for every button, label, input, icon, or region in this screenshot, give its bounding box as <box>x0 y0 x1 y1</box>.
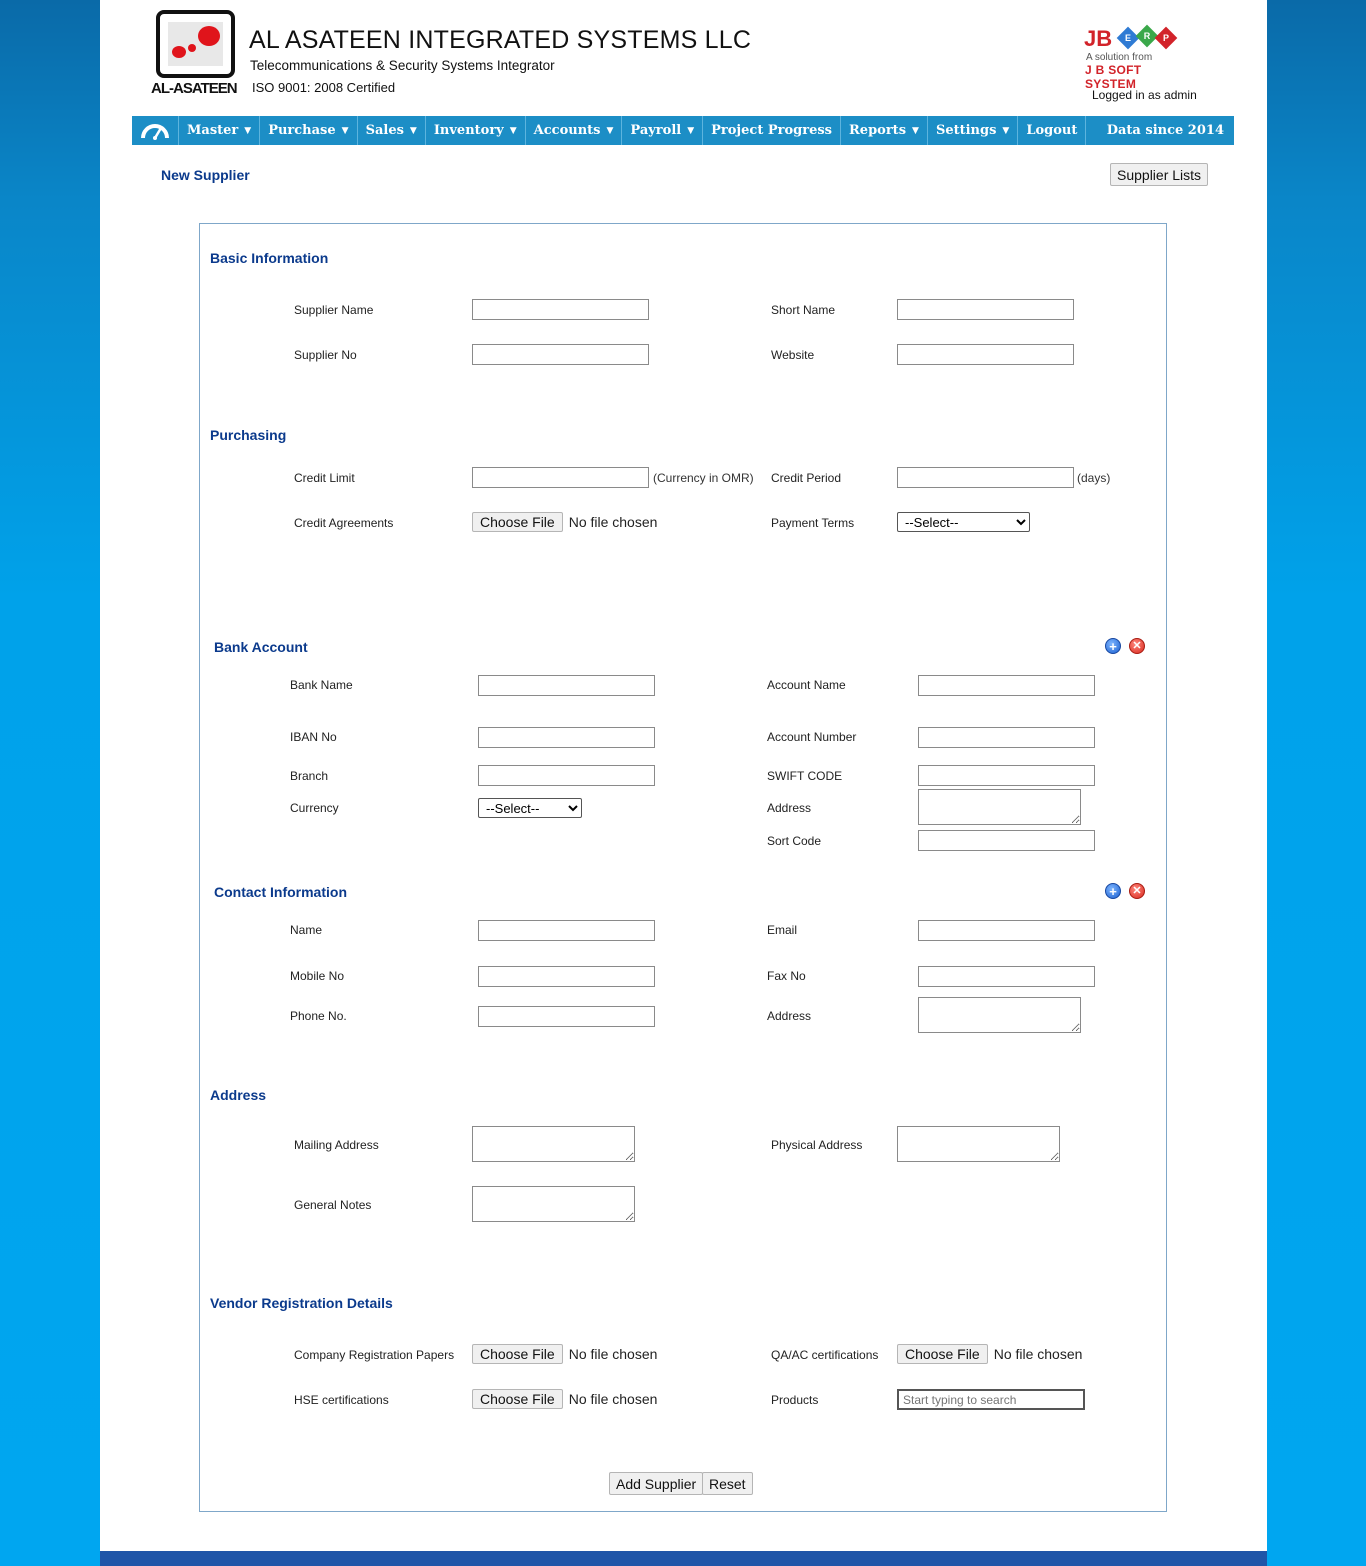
short-name-label: Short Name <box>771 303 836 317</box>
logged-in-status: Logged in as admin <box>1092 88 1197 102</box>
products-search-input[interactable] <box>897 1389 1085 1410</box>
company-papers-label: Company Registration Papers <box>294 1348 455 1362</box>
nav-project-progress-label: Project Progress <box>711 123 832 138</box>
nav-settings[interactable] <box>928 116 1018 145</box>
phone-input[interactable] <box>478 1006 655 1027</box>
add-supplier-button[interactable]: Add Supplier <box>609 1472 703 1495</box>
nav-inventory[interactable] <box>426 116 526 145</box>
contact-address-textarea[interactable] <box>918 997 1081 1033</box>
email-field[interactable] <box>918 920 1095 941</box>
days-note: (days) <box>1077 471 1111 485</box>
payment-terms-label: Payment Terms <box>771 516 855 530</box>
erp-solution-from: A solution from <box>1086 52 1153 63</box>
credit-limit-label: Credit Limit <box>294 471 355 485</box>
footer-bar <box>100 1551 1267 1566</box>
erp-letter-p: P <box>1162 33 1169 43</box>
basic-info-heading: Basic Information <box>210 250 329 266</box>
purchasing-heading: Purchasing <box>210 427 287 443</box>
nav-home[interactable] <box>132 116 179 145</box>
account-name-input[interactable] <box>918 675 1095 696</box>
supplier-no-input[interactable] <box>472 344 649 365</box>
general-notes-label: General Notes <box>294 1198 372 1212</box>
nav-payroll-label: Payroll <box>630 123 682 138</box>
physical-address-textarea[interactable] <box>897 1126 1060 1162</box>
credit-agreements-label: Credit Agreements <box>294 516 394 530</box>
iban-input[interactable] <box>478 727 655 748</box>
currency-select[interactable] <box>478 798 582 818</box>
payment-terms-select[interactable] <box>897 512 1030 532</box>
company-name: AL ASATEEN INTEGRATED SYSTEMS LLC <box>249 26 752 54</box>
supplier-name-label: Supplier Name <box>294 303 374 317</box>
iban-label: IBAN No <box>290 730 337 744</box>
website-input[interactable] <box>897 344 1074 365</box>
nav-accounts[interactable] <box>526 116 623 145</box>
remove-bank-icon[interactable]: ✕ <box>1129 638 1145 654</box>
nav-reports[interactable] <box>841 116 928 145</box>
chevron-down-icon: ▼ <box>912 125 919 136</box>
address-heading: Address <box>210 1087 267 1103</box>
swift-code-input[interactable] <box>918 765 1095 786</box>
nav-payroll[interactable] <box>622 116 703 145</box>
main-nav <box>132 116 1234 145</box>
chevron-down-icon: ▼ <box>341 125 349 136</box>
remove-contact-icon[interactable]: ✕ <box>1129 883 1145 899</box>
file-status: No file chosen <box>568 1391 658 1407</box>
sort-code-label: Sort Code <box>767 834 822 848</box>
contact-info-heading: Contact Information <box>214 884 347 900</box>
bank-address-textarea[interactable] <box>918 789 1081 825</box>
mailing-address-textarea[interactable] <box>472 1126 635 1162</box>
nav-purchase[interactable] <box>260 116 357 145</box>
nav-accounts-label: Accounts <box>533 123 601 138</box>
currency-note: (Currency in OMR) <box>653 471 754 485</box>
bank-address-label: Address <box>767 801 812 815</box>
supplier-lists-button[interactable]: Supplier Lists <box>1110 163 1208 186</box>
qa-ac-label: QA/AC certifications <box>771 1348 879 1362</box>
chevron-down-icon: ▼ <box>509 125 517 136</box>
supplier-form <box>199 223 1167 1512</box>
erp-vendor-name: J B SOFT SYSTEM <box>1085 63 1142 91</box>
contact-name-input[interactable] <box>478 920 655 941</box>
choose-file-button[interactable]: Choose File <box>472 1389 563 1409</box>
nav-reports-label: Reports <box>849 123 907 138</box>
company-logo <box>156 10 235 78</box>
phone-label: Phone No. <box>290 1009 347 1023</box>
branch-input[interactable] <box>478 765 655 786</box>
mobile-input[interactable] <box>478 966 655 987</box>
short-name-input[interactable] <box>897 299 1074 320</box>
mailing-address-label: Mailing Address <box>294 1138 379 1152</box>
email-label: Email <box>767 923 798 937</box>
fax-label: Fax No <box>767 969 806 983</box>
currency-label: Currency <box>290 801 339 815</box>
contact-name-label: Name <box>290 923 323 937</box>
reset-button[interactable]: Reset <box>702 1472 753 1495</box>
products-label: Products <box>771 1393 819 1407</box>
erp-letter-r: R <box>1143 31 1151 41</box>
credit-limit-input[interactable] <box>472 467 649 488</box>
file-status: No file chosen <box>568 514 658 530</box>
chevron-down-icon: ▼ <box>687 125 695 136</box>
chevron-down-icon: ▼ <box>606 125 614 136</box>
nav-logout-label: Logout <box>1026 123 1078 138</box>
dashboard-gauge-icon <box>141 122 169 140</box>
branch-label: Branch <box>290 769 329 783</box>
supplier-no-label: Supplier No <box>294 348 357 362</box>
nav-inventory-label: Inventory <box>433 123 504 138</box>
swift-code-label: SWIFT CODE <box>767 769 843 783</box>
add-contact-icon[interactable]: + <box>1105 883 1121 899</box>
qa-ac-file <box>897 1344 1082 1364</box>
credit-agreements-file <box>472 512 657 532</box>
hse-file <box>472 1389 657 1409</box>
account-number-input[interactable] <box>918 727 1095 748</box>
bank-name-label: Bank Name <box>290 678 353 692</box>
file-status: No file chosen <box>568 1346 658 1362</box>
sort-code-input[interactable] <box>918 830 1095 851</box>
choose-file-button[interactable]: Choose File <box>472 512 563 532</box>
file-status: No file chosen <box>993 1346 1083 1362</box>
logo-text: AL-ASATEEN <box>151 80 237 97</box>
nav-logout[interactable] <box>1018 116 1086 145</box>
vendor-registration-heading: Vendor Registration Details <box>210 1295 393 1311</box>
chevron-down-icon: ▼ <box>409 125 417 136</box>
choose-file-button[interactable]: Choose File <box>472 1344 563 1364</box>
nav-master-label: Master <box>187 123 239 138</box>
mobile-label: Mobile No <box>290 969 345 983</box>
general-notes-textarea[interactable] <box>472 1186 635 1222</box>
page-title: New Supplier <box>161 167 250 183</box>
page-container <box>100 0 1267 1566</box>
data-since: Data since 2014 <box>1106 123 1224 138</box>
credit-period-input[interactable] <box>897 467 1074 488</box>
erp-letter-e: E <box>1124 33 1131 43</box>
hse-label: HSE certifications <box>294 1393 389 1407</box>
add-bank-icon[interactable]: + <box>1105 638 1121 654</box>
nav-sales[interactable] <box>358 116 426 145</box>
nav-purchase-label: Purchase <box>268 123 336 138</box>
bank-name-input[interactable] <box>478 675 655 696</box>
chevron-down-icon: ▼ <box>244 125 252 136</box>
jb-erp-logo <box>1084 26 1194 91</box>
website-label: Website <box>771 348 815 362</box>
supplier-name-input[interactable] <box>472 299 649 320</box>
account-name-label: Account Name <box>767 678 846 692</box>
physical-address-label: Physical Address <box>771 1138 863 1152</box>
nav-settings-label: Settings <box>935 123 997 138</box>
contact-address-label: Address <box>767 1009 812 1023</box>
chevron-down-icon: ▼ <box>1002 125 1010 136</box>
choose-file-button[interactable]: Choose File <box>897 1344 988 1364</box>
nav-master[interactable] <box>179 116 260 145</box>
iso-certification: ISO 9001: 2008 Certified <box>252 80 396 95</box>
account-number-label: Account Number <box>767 730 857 744</box>
nav-project-progress[interactable] <box>703 116 841 145</box>
fax-input[interactable] <box>918 966 1095 987</box>
bank-account-heading: Bank Account <box>214 639 308 655</box>
company-tagline: Telecommunications & Security Systems Integrator <box>250 58 555 73</box>
jb-erp-brand: JB <box>1084 26 1113 51</box>
company-papers-file <box>472 1344 657 1364</box>
nav-sales-label: Sales <box>365 123 404 138</box>
credit-period-label: Credit Period <box>771 471 842 485</box>
